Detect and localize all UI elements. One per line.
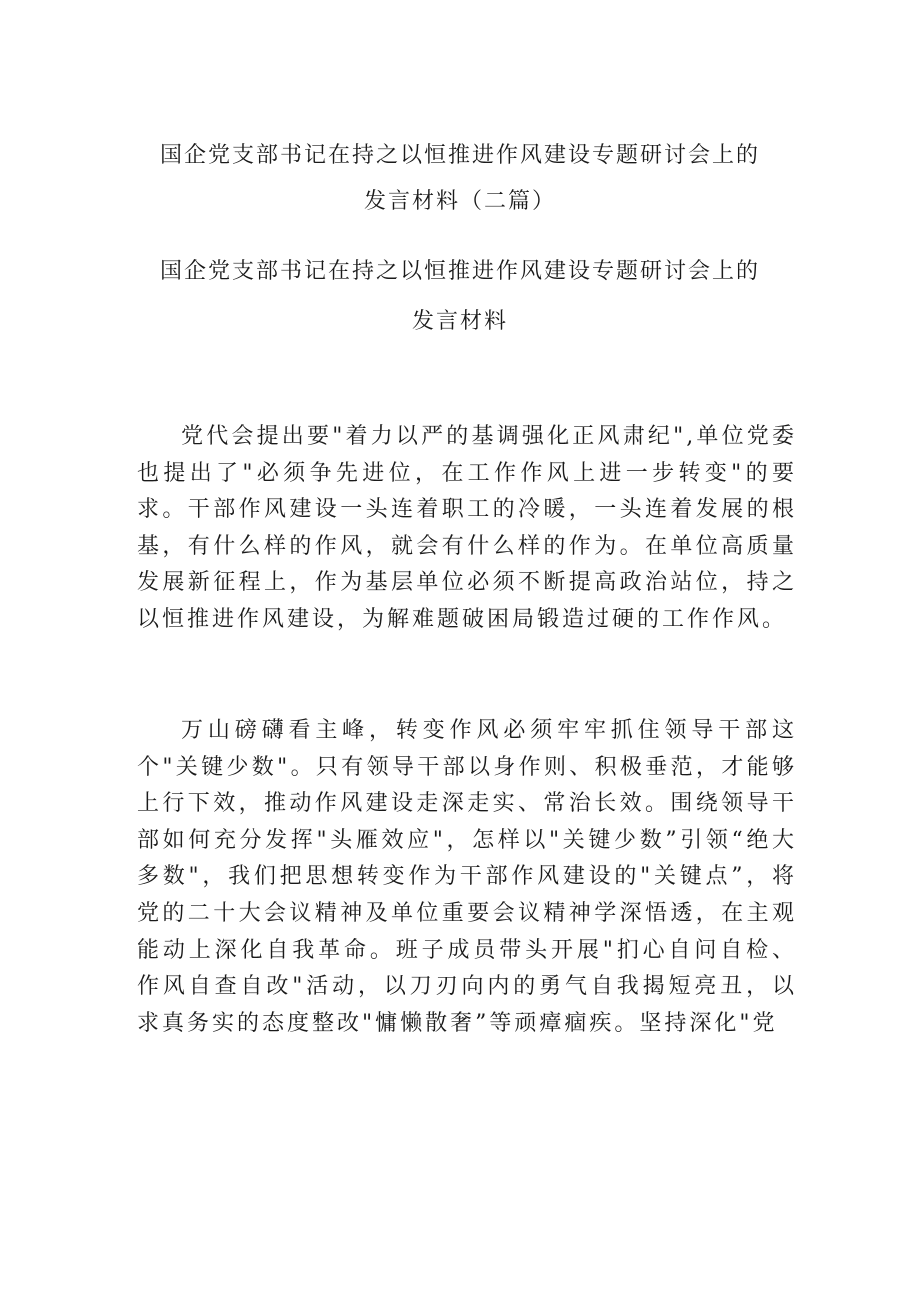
body-paragraph-2: 万山磅礴看主峰，转变作风必须牢牢抓住领导干部这个"关键少数"。只有领导干部以身作则、积极垂范，才能够上行下效，推动作风建设走深走实、常治长效。围绕领导干部如何充分发挥"头雁效应"，怎样以"关键少数”引领“绝大多数"，我们把思想转变作为干部作风建设的"关键点”，将党的二十大会议精神及单位重要会议精神学深悟透，在主观能动上深化自我革命。班子成员带头开展"扪心自问自检、作风自查自改"活动，以刀刃向内的勇气自我揭短亮丑，以求真务实的态度整改"慵懒散奢”等顽瘴痼疾。坚持深化"党 bbox=[137, 718, 797, 1036]
body-paragraph-1: 党代会提出要"着力以严的基调强化正风肃纪",单位党委也提出了"必须争先进位，在工作作风上进一步转变"的要求。干部作风建设一头连着职工的冷暖，一头连着发展的根基，有什么样的作风，就会有什么样的作为。在单位高质量发展新征程上，作为基层单位必须不断提高政治站位，持之以恒推进作风建设，为解难题破困局锻造过硬的工作作风。 bbox=[137, 424, 797, 632]
main-title-line-2: 发言材料（二篇） bbox=[363, 189, 556, 214]
sub-title-line-2: 发言材料 bbox=[411, 309, 508, 334]
main-title-line-1: 国企党支部书记在持之以恒推进作风建设专题研讨会上的 bbox=[159, 143, 760, 168]
sub-title-line-1: 国企党支部书记在持之以恒推进作风建设专题研讨会上的 bbox=[159, 259, 760, 284]
